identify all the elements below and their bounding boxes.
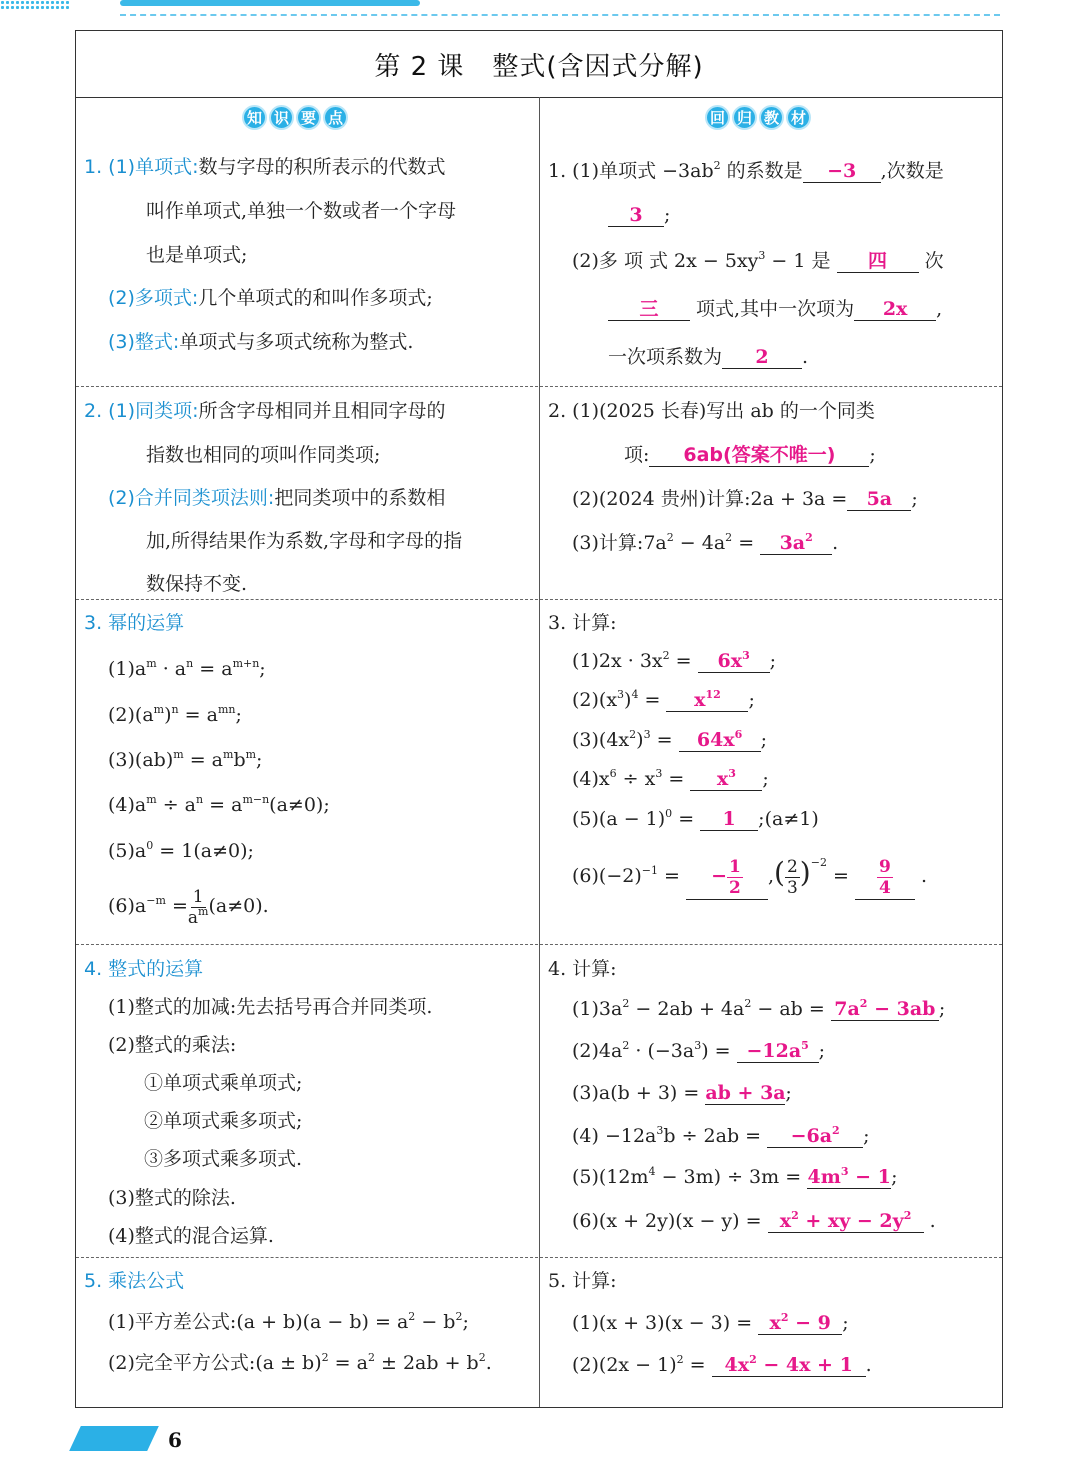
exponent: 4 xyxy=(648,1165,656,1178)
question-text: = xyxy=(638,689,661,711)
difference-of-squares xyxy=(108,1310,469,1334)
answer-blank xyxy=(855,853,915,900)
s2-right-q2 xyxy=(572,487,918,511)
punctuation: ; xyxy=(938,998,946,1020)
definition-text: 所含字母相同并且相同字母的 xyxy=(198,400,446,422)
section-divider xyxy=(76,944,1002,945)
power-rule-5 xyxy=(108,839,254,863)
denominator: 4 xyxy=(879,877,891,898)
punctuation: ; xyxy=(762,768,769,790)
heading-char: 要 xyxy=(296,105,321,130)
exponent: m xyxy=(146,793,157,806)
exponent: 3 xyxy=(840,1165,849,1178)
exponent: m xyxy=(146,657,157,670)
answer-blank: 5a xyxy=(847,488,911,511)
question-text: (2)(2024 贵州)计算:2a + 3a = xyxy=(572,488,848,510)
term-integral-expression: (3)整式: xyxy=(108,331,180,353)
s5-left-title: 5. 乘法公式 xyxy=(84,1270,185,1292)
answer-blank xyxy=(666,689,748,712)
answer-text: − 4x + 1 xyxy=(756,1354,853,1376)
punctuation: ; xyxy=(748,689,755,711)
s1-left-line3: 也是单项式; xyxy=(146,244,248,266)
formula-text: ) xyxy=(164,704,172,726)
exponent: 6 xyxy=(609,767,617,780)
exponent: 3 xyxy=(694,1039,702,1052)
header-dash-line xyxy=(120,14,1000,16)
s4-left-l2: (2)整式的乘法: xyxy=(108,1034,237,1056)
question-text: − 3m) ÷ 3m = xyxy=(655,1166,802,1188)
punctuation: ; xyxy=(760,729,767,751)
answer-text: x xyxy=(694,689,706,711)
answer-text: 6x xyxy=(717,650,743,672)
numerator: 2 xyxy=(786,856,798,877)
question-text: − 4a xyxy=(673,532,726,554)
answer-blank: 2x xyxy=(854,298,936,321)
question-text: 项式,其中一次项为 xyxy=(696,298,855,320)
s4-right-title: 4. 计算: xyxy=(548,958,617,980)
s2-left-line4: 加,所得结果作为系数,字母和字母的指 xyxy=(146,530,463,552)
punctuation: ; xyxy=(462,1311,469,1333)
term-combine-rule: (2)合并同类项法则: xyxy=(108,487,275,509)
punctuation: ; xyxy=(842,1312,849,1334)
exponent: 2 xyxy=(725,531,733,544)
s1-right-q2 xyxy=(572,249,944,273)
answer-text: −12a xyxy=(746,1040,802,1062)
definition-text: 单项式与多项式统称为整式. xyxy=(179,331,414,353)
exponent: 0 xyxy=(146,839,154,852)
s2-right-q1: 2. (1)(2025 长春)写出 ab 的一个同类 xyxy=(548,400,875,422)
heading-char: 归 xyxy=(732,105,757,130)
s3-right-q4 xyxy=(572,767,769,791)
question-text: = xyxy=(650,729,673,751)
question-text: = xyxy=(662,768,685,790)
punctuation: ; xyxy=(259,658,266,680)
question-text: b ÷ 2ab = xyxy=(663,1125,762,1147)
exponent: −m xyxy=(146,894,166,907)
question-text: (4) −12a xyxy=(572,1125,657,1147)
exponent: 6 xyxy=(734,728,743,741)
power-rule-3 xyxy=(108,748,262,772)
exponent: 3 xyxy=(617,688,625,701)
answer-fraction xyxy=(727,857,743,898)
term-like-terms: 同类项: xyxy=(135,400,199,422)
exponent: 2 xyxy=(713,159,721,172)
formula-text: = a xyxy=(183,749,223,771)
answer-blank xyxy=(686,853,768,900)
heading-char: 回 xyxy=(705,105,730,130)
formula-text: (2)完全平方公式:(a ± b) xyxy=(108,1352,322,1374)
answer-fraction xyxy=(877,857,893,898)
s3-right-q6 xyxy=(572,845,927,904)
exponent: 12 xyxy=(705,688,721,701)
term-polynomial: (2)多项式: xyxy=(108,287,199,309)
question-text: = xyxy=(657,865,680,887)
definition-text: 几个单项式的和叫作多项式; xyxy=(198,287,433,309)
question-text: (3)计算:7a xyxy=(572,532,667,554)
formula-text: ± 2ab + b xyxy=(374,1352,479,1374)
answer-blank xyxy=(698,650,770,673)
question-text: 的系数是 xyxy=(720,160,803,182)
s4-left-l1: (1)整式的加减:先去括号再合并同类项. xyxy=(108,996,433,1018)
formula-text: (5)a xyxy=(108,840,147,862)
exponent: m xyxy=(173,748,184,761)
s4-left-l7: (4)整式的混合运算. xyxy=(108,1225,274,1247)
exponent: m xyxy=(198,904,209,918)
answer-text: − 1 xyxy=(848,1166,891,1188)
s4-left-l4: ②单项式乘多项式; xyxy=(144,1110,303,1132)
exponent: 2 xyxy=(832,1124,840,1137)
answer-text: −6a xyxy=(790,1125,833,1147)
exponent: 2 xyxy=(408,1310,416,1323)
answer-blank xyxy=(831,998,939,1021)
punctuation: . xyxy=(802,346,809,368)
question-text: ,次数是 xyxy=(880,160,944,182)
heading-char: 点 xyxy=(323,105,348,130)
punctuation: , xyxy=(936,298,943,320)
exponent: 2 xyxy=(367,1351,375,1364)
lesson-number: 第 2 课 xyxy=(374,51,465,82)
answer-text: − 9 xyxy=(788,1312,831,1334)
punctuation: . xyxy=(832,532,839,554)
punctuation: ; xyxy=(818,1040,826,1062)
denominator: 3 xyxy=(786,877,798,898)
section-divider xyxy=(76,599,1002,600)
s2-left-line2: 指数也相同的项叫作同类项; xyxy=(146,444,381,466)
power-rule-1 xyxy=(108,657,266,681)
exponent: 2 xyxy=(629,728,637,741)
power-rule-6 xyxy=(108,883,269,929)
heading-char: 知 xyxy=(242,105,267,130)
s3-right-q1 xyxy=(572,649,776,673)
fraction xyxy=(785,857,800,898)
question-text: 一次项系数为 xyxy=(608,346,723,368)
heading-char: 识 xyxy=(269,105,294,130)
punctuation: ; xyxy=(869,444,876,466)
s1-left-line4 xyxy=(108,286,433,310)
answer-text: 4x xyxy=(724,1354,750,1376)
punctuation: ; xyxy=(911,488,918,510)
formula-text: = a xyxy=(178,704,218,726)
denominator: 2 xyxy=(729,877,741,898)
question-text: (1)2x · 3x xyxy=(572,650,663,672)
answer-blank xyxy=(712,1354,866,1377)
lesson-name: 整式(含因式分解) xyxy=(492,51,704,82)
s4-right-q4 xyxy=(572,1124,870,1148)
perfect-square xyxy=(108,1351,492,1375)
answer-blank xyxy=(690,768,762,791)
exponent: −1 xyxy=(641,864,658,877)
s2-right-q3 xyxy=(572,531,838,555)
exponent: n xyxy=(171,703,179,716)
formula-text: (2)(a xyxy=(108,704,154,726)
exponent: 2 xyxy=(622,997,630,1010)
exponent: −2 xyxy=(810,856,827,869)
question-text: (2)(x xyxy=(572,689,618,711)
formula-text: ÷ a xyxy=(156,794,197,816)
exponent: 3 xyxy=(656,1124,664,1137)
definition-text: 把同类项中的系数相 xyxy=(274,487,446,509)
exponent: 3 xyxy=(758,249,766,262)
question-text: (5)(a − 1) xyxy=(572,808,666,830)
s2-right-q1-cont xyxy=(624,443,876,467)
question-text: (1)(x + 3)(x − 3) = xyxy=(572,1312,753,1334)
formula-text: = a xyxy=(328,1352,368,1374)
punctuation: ; xyxy=(256,749,263,771)
s1-right-q2-line2 xyxy=(608,297,942,321)
s5-right-q1 xyxy=(572,1311,849,1335)
exponent: 2 xyxy=(622,1039,630,1052)
punctuation: . xyxy=(921,865,928,887)
punctuation: ; xyxy=(891,1166,898,1188)
section-divider xyxy=(76,1257,1002,1258)
punctuation: ; xyxy=(785,1082,792,1104)
answer-blank: 1 xyxy=(700,808,758,831)
formula-text: − b xyxy=(415,1311,456,1333)
question-text: ) xyxy=(624,689,632,711)
answer-sign: − xyxy=(711,865,728,887)
numerator: 9 xyxy=(879,856,891,877)
punctuation: ; xyxy=(235,704,242,726)
answer-blank xyxy=(737,1040,819,1063)
page-number-tab xyxy=(69,1426,159,1451)
s1-right-q1-cont xyxy=(608,203,670,227)
exponent: n xyxy=(186,657,194,670)
answer-text: 64x xyxy=(696,729,735,751)
section-divider xyxy=(76,386,1002,387)
power-rule-2 xyxy=(108,703,242,727)
lesson-title xyxy=(76,31,1002,98)
s1-right-q2-line3 xyxy=(608,345,808,369)
question-text: (2)4a xyxy=(572,1040,623,1062)
exponent: m+n xyxy=(232,657,260,670)
denominator-base: a xyxy=(187,907,199,928)
answer-blank xyxy=(760,532,832,555)
heading-char: 材 xyxy=(786,105,811,130)
s4-left-l3: ①单项式乘单项式; xyxy=(144,1072,303,1094)
s3-right-q3 xyxy=(572,728,767,752)
question-text: 1. (1)单项式 −3ab xyxy=(548,160,714,182)
exponent: 3 xyxy=(643,728,651,741)
question-text: = xyxy=(732,532,755,554)
exponent: 2 xyxy=(662,649,670,662)
item-number: 2. (1) xyxy=(84,400,136,422)
punctuation: . xyxy=(929,1210,936,1232)
denominator xyxy=(187,904,209,928)
s3-right-title: 3. 计算: xyxy=(548,612,617,634)
s1-left-line5 xyxy=(108,330,413,354)
formula-text: = 1(a≠0); xyxy=(153,840,254,862)
answer-text: x xyxy=(779,1210,792,1232)
answer-blank: 三 xyxy=(608,298,690,321)
answer-blank xyxy=(767,1125,863,1148)
question-text: = xyxy=(833,865,849,887)
power-rule-4 xyxy=(108,793,330,817)
exponent: 2 xyxy=(903,1209,912,1222)
exponent: 5 xyxy=(801,1039,809,1052)
s2-left-line1 xyxy=(84,399,446,423)
question-text: 项: xyxy=(624,444,650,466)
s1-left-line2: 叫作单项式,单独一个数或者一个字母 xyxy=(146,200,457,222)
answer-blank: 3 xyxy=(608,204,664,227)
s1-left-line1 xyxy=(84,155,446,179)
formula-text: · a xyxy=(156,658,187,680)
exponent: 4 xyxy=(631,688,639,701)
exponent: 3 xyxy=(728,767,736,780)
answer-blank: 四 xyxy=(837,250,919,273)
question-text: (1)3a xyxy=(572,998,623,1020)
question-text: − 1 是 xyxy=(765,250,831,272)
exponent: 2 xyxy=(455,1310,463,1323)
question-text: ÷ x xyxy=(616,768,656,790)
s4-left-l5: ③多项式乘多项式. xyxy=(144,1148,303,1170)
s3-left-title: 3. 幂的运算 xyxy=(84,612,185,634)
exponent: 3 xyxy=(742,649,750,662)
question-text: − ab = xyxy=(751,998,825,1020)
exponent: 2 xyxy=(859,997,868,1010)
question-text: (4)x xyxy=(572,768,610,790)
answer-blank xyxy=(768,1210,924,1233)
question-text: ;(a≠1) xyxy=(758,808,819,830)
punctuation: ; xyxy=(863,1125,870,1147)
question-text: (3)(4x xyxy=(572,729,630,751)
formula-text: (a≠0). xyxy=(208,895,269,917)
formula-text: (6)a xyxy=(108,895,147,917)
exponent: 2 xyxy=(666,531,674,544)
fraction xyxy=(188,887,209,928)
item-number: 1. (1) xyxy=(84,156,136,178)
formula-text: (3)(ab) xyxy=(108,749,174,771)
exponent: m xyxy=(245,748,257,761)
s5-right-q2 xyxy=(572,1353,872,1377)
answer-text: + xy − 2y xyxy=(798,1210,904,1232)
answer-blank xyxy=(679,729,761,752)
formula-text: (1)平方差公式:(a + b)(a − b) = a xyxy=(108,1311,409,1333)
answer-text: 4m xyxy=(807,1166,841,1188)
definition-text: 数与字母的积所表示的代数式 xyxy=(198,156,446,178)
answer-text: − 3ab xyxy=(867,998,936,1020)
exponent: 2 xyxy=(321,1351,329,1364)
question-text: − 2ab + 4a xyxy=(629,998,745,1020)
heading-char: 教 xyxy=(759,105,784,130)
top-decoration xyxy=(0,0,1080,20)
answer-blank: ab + 3a xyxy=(705,1082,786,1104)
question-text: = xyxy=(672,808,695,830)
punctuation: . xyxy=(865,1354,872,1376)
formula-text: b xyxy=(233,749,246,771)
s4-right-q5 xyxy=(572,1165,898,1189)
answer-text: 3a xyxy=(779,532,806,554)
formula-text: (1)a xyxy=(108,658,147,680)
exponent: m xyxy=(153,703,165,716)
s1-right-q1 xyxy=(548,159,944,183)
answer-blank: 2 xyxy=(722,346,802,369)
s4-right-q6 xyxy=(572,1209,936,1233)
question-text: (6)(−2) xyxy=(572,865,642,887)
question-text: · (−3a xyxy=(629,1040,695,1062)
page-number: 6 xyxy=(168,1428,182,1452)
answer-text: x xyxy=(716,768,729,790)
column-divider xyxy=(539,97,540,1407)
s3-right-q2 xyxy=(572,688,755,712)
exponent: m−n xyxy=(242,793,270,806)
formula-text: = a xyxy=(203,794,243,816)
s4-left-l6: (3)整式的除法. xyxy=(108,1187,236,1209)
s4-left-title: 4. 整式的运算 xyxy=(84,958,204,980)
s2-left-line3 xyxy=(108,486,445,510)
exponent: 0 xyxy=(665,807,673,820)
question-text: (2)(2x − 1) xyxy=(572,1354,677,1376)
formula-text: = a xyxy=(193,658,233,680)
s2-left-line5: 数保持不变. xyxy=(146,573,248,595)
question-text: 次 xyxy=(924,250,944,272)
question-text: (6)(x + 2y)(x − y) = xyxy=(572,1210,762,1232)
numerator: 1 xyxy=(729,856,741,877)
exponent: mn xyxy=(217,703,236,716)
exponent: 2 xyxy=(744,997,752,1010)
answer-blank: −3 xyxy=(803,160,881,183)
question-text: = xyxy=(683,1354,706,1376)
formula-text: (a≠0); xyxy=(269,794,330,816)
answer-text: 7a xyxy=(834,998,860,1020)
s4-right-q3 xyxy=(572,1081,792,1105)
punctuation: ; xyxy=(664,204,671,226)
exponent: 2 xyxy=(478,1351,486,1364)
header-bar xyxy=(120,0,420,6)
formula-text: = xyxy=(165,895,188,917)
right-paren: ) xyxy=(799,856,811,889)
right-column-heading xyxy=(705,105,811,130)
exponent: 2 xyxy=(780,1311,789,1324)
answer-blank xyxy=(807,1166,891,1189)
exponent: n xyxy=(196,793,204,806)
question-text: ) = xyxy=(701,1040,731,1062)
term-monomial: 单项式: xyxy=(135,156,199,178)
question-text: (2)多 项 式 2x − 5xy xyxy=(572,250,759,272)
dot-pattern xyxy=(0,0,70,10)
question-text: ) xyxy=(636,729,644,751)
left-paren: ( xyxy=(774,856,785,889)
question-text: = xyxy=(669,650,692,672)
left-column-heading xyxy=(242,105,348,130)
answer-blank: 6ab(答案不唯一) xyxy=(649,444,869,467)
s4-right-q2 xyxy=(572,1039,825,1063)
question-text: (3)a(b + 3) = xyxy=(572,1082,700,1104)
question-text: (5)(12m xyxy=(572,1166,649,1188)
exponent: 2 xyxy=(791,1209,799,1222)
formula-text: (4)a xyxy=(108,794,147,816)
s4-right-q1 xyxy=(572,997,945,1021)
exponent: 2 xyxy=(805,531,813,544)
s5-right-title: 5. 计算: xyxy=(548,1270,617,1292)
exponent: 3 xyxy=(655,767,663,780)
punctuation: , xyxy=(767,865,775,887)
lesson-sheet xyxy=(75,30,1003,1408)
punctuation: . xyxy=(485,1352,492,1374)
numerator: 1 xyxy=(192,886,204,907)
s3-right-q5 xyxy=(572,807,819,831)
answer-text: x xyxy=(769,1312,781,1334)
punctuation: ; xyxy=(769,650,777,672)
answer-blank xyxy=(758,1312,842,1335)
exponent: m xyxy=(223,748,234,761)
exponent: 2 xyxy=(676,1353,684,1366)
exponent: 2 xyxy=(749,1353,757,1366)
